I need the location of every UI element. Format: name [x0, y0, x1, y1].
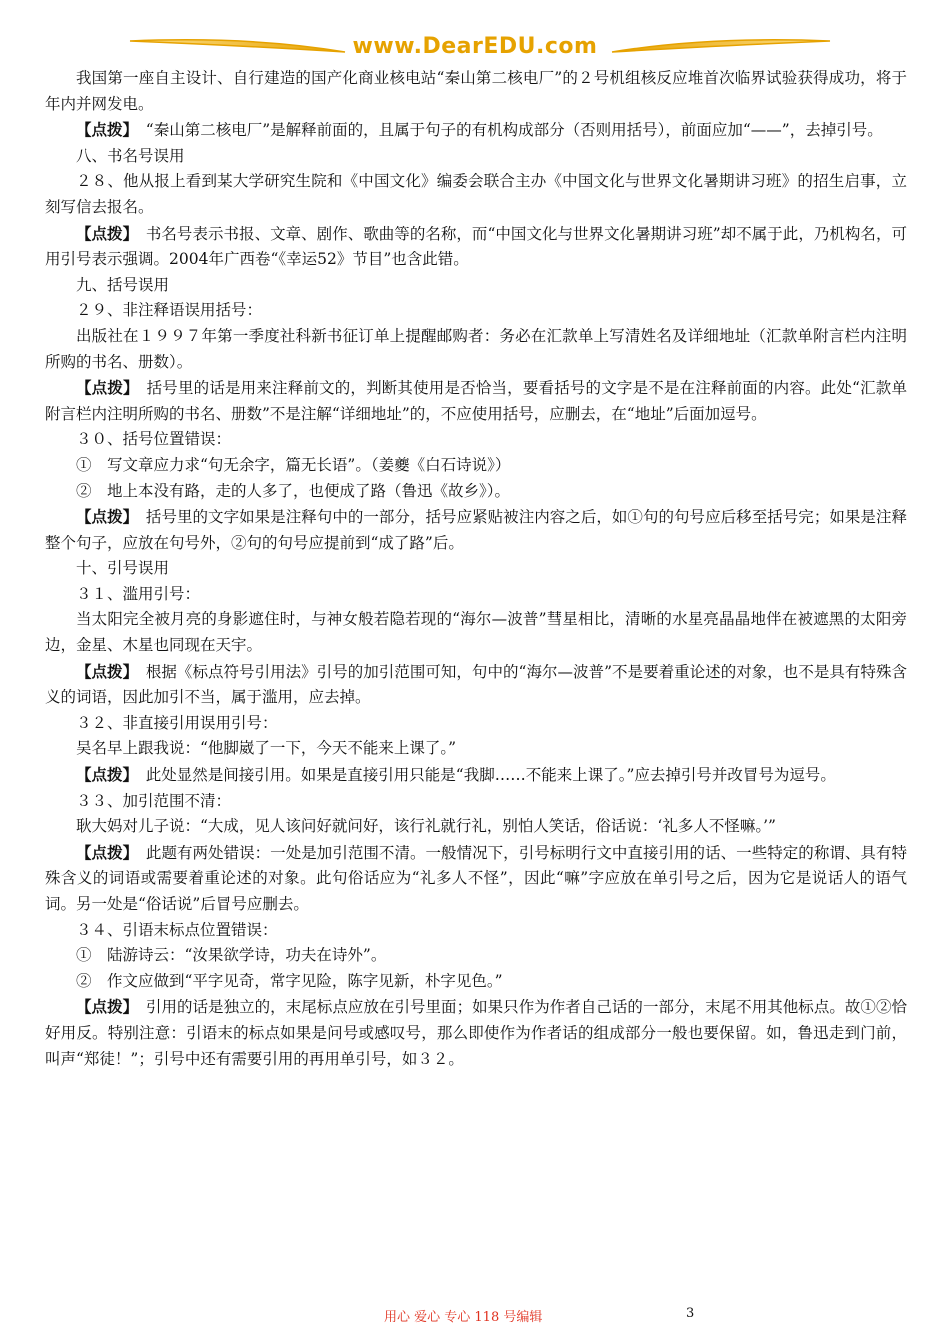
paragraph-text: ２８、他从报上看到某大学研究生院和《中国文化》编委会联合主办《中国文化与世界文化暑期讲习班》的招生启事，立刻写信去报名。 [45, 172, 907, 216]
site-logo[interactable]: www.DearEDU.com [352, 34, 598, 59]
text-paragraph [45, 789, 907, 815]
text-paragraph [45, 814, 907, 840]
paragraph-text: 八、书名号误用 [76, 146, 185, 165]
paragraph-text: ② 地上本没有路，走的人多了，也便成了路（鲁迅《故乡》）。 [76, 481, 511, 500]
paragraph-text: ① 写文章应力求“句无余字，篇无长语”。（姜夔《白石诗说》） [76, 455, 511, 474]
paragraph-text: ３１、滥用引号： [76, 584, 201, 603]
analysis-paragraph [45, 221, 907, 273]
footer-editor-note: 用心 爱心 专心 118 号编辑 [384, 1310, 543, 1325]
paragraph-text: 九、括号误用 [76, 275, 170, 294]
text-paragraph [45, 969, 907, 995]
text-paragraph [45, 144, 907, 170]
analysis-paragraph [45, 375, 907, 427]
paragraph-text: “秦山第二核电厂”是解释前面的，且属于句子的有机构成部分（否则用括号），前面应加“——”，去掉引号。 [130, 121, 883, 140]
analysis-paragraph [45, 117, 907, 144]
paragraph-text: 书名号表示书报、文章、剧作、歌曲等的名称，而“中国文化与世界文化暑期讲习班”却不属于此，乃机构名，可用引号表示强调。2004年广西卷“《幸运52》节目”也含此错。 [45, 224, 907, 269]
text-paragraph [45, 582, 907, 608]
paragraph-text: 十、引号误用 [76, 559, 170, 578]
analysis-paragraph [45, 762, 907, 789]
text-paragraph [45, 298, 907, 324]
text-paragraph [45, 479, 907, 505]
text-paragraph [45, 736, 907, 762]
analysis-label: 【点拨】 [76, 378, 131, 398]
text-paragraph [45, 453, 907, 479]
text-paragraph [45, 273, 907, 299]
paragraph-text: ２９、非注释语误用括号： [76, 301, 263, 320]
analysis-paragraph [45, 994, 907, 1072]
paragraph-text: ３４、引语末标点位置错误： [76, 920, 278, 939]
paragraph-text: 当太阳完全被月亮的身影遮住时，与神女般若隐若现的“海尔—波普”彗星相比，清晰的水星亮晶晶地伴在被遮黑的太阳旁边，金星、木星也同现在天宇。 [45, 610, 907, 655]
document-body [45, 66, 907, 1072]
paragraph-text: 根据《标点符号引用法》引号的加引范围可知，句中的“海尔—波普”不是要着重论述的对象，也不是具有特殊含义的词语，因此加引不当，属于滥用，应去掉。 [45, 662, 907, 707]
paragraph-text: ３２、非直接引用误用引号： [76, 713, 278, 732]
page-header [0, 28, 950, 68]
text-paragraph [45, 943, 907, 969]
paragraph-text: 括号里的话是用来注释前文的，判断其使用是否恰当，要看括号的文字是不是在注释前面的内容。此处“汇款单附言栏内注明所购的书名、册数”不是注解“详细地址”的，不应使用括号，应删去，在“地址”后面加逗号。 [45, 379, 907, 423]
text-paragraph [45, 607, 907, 658]
text-paragraph [45, 427, 907, 453]
paragraph-text: 出版社在１９９７年第一季度社科新书征订单上提醒邮购者：务必在汇款单上写清姓名及详细地址（汇款单附言栏内注明所购的书名、册数）。 [45, 326, 907, 371]
text-paragraph [45, 711, 907, 737]
analysis-label: 【点拨】 [76, 842, 131, 862]
paragraph-text: ３０、括号位置错误： [76, 430, 232, 449]
paragraph-text: 吴名早上跟我说：“他脚崴了一下，今天不能来上课了。” [76, 739, 457, 758]
text-paragraph [45, 169, 907, 220]
page-footer [0, 1306, 950, 1326]
paragraph-text: 耿大妈对儿子说：“大成，见人该问好就问好，该行礼就行礼，别怕人笑话，俗话说：‘礼多人不怪嘛。’” [76, 817, 776, 836]
paragraph-text: 此题有两处错误：一处是加引范围不清。一般情况下，引号标明行文中直接引用的话、一些特定的称谓、具有特殊含义的词语或需要着重论述的对象。此句俗话应为“礼多人不怪”，因此“嘛”字应放在单引号之后，因为它是说话人的语气词。另一处是“俗话说”后冒号应删去。 [45, 843, 907, 913]
analysis-label: 【点拨】 [76, 661, 131, 681]
text-paragraph [45, 324, 907, 375]
analysis-label: 【点拨】 [76, 997, 131, 1017]
analysis-paragraph [45, 659, 907, 711]
paragraph-text: 此处显然是间接引用。如果是直接引用只能是“我脚……不能来上课了。”应去掉引号并改冒号为逗号。 [130, 766, 836, 785]
analysis-paragraph [45, 504, 907, 556]
page-number: 3 [686, 1306, 695, 1321]
analysis-label: 【点拨】 [76, 120, 131, 140]
paragraph-text: 引用的话是独立的，末尾标点应放在引号里面；如果只作为作者自己话的一部分，末尾不用其他标点。故①②恰好用反。特别注意：引语末的标点如果是问号或感叹号，那么即使作为作者话的组成部分一般也要保留。如，鲁迅走到门前，叫声“郑徒！”；引号中还有需要引用的再用单引号，如３２。 [45, 998, 907, 1068]
text-paragraph [45, 66, 907, 117]
paragraph-text: ① 陆游诗云：“汝果欲学诗，功夫在诗外”。 [76, 946, 387, 965]
paragraph-text: 括号里的文字如果是注释句中的一部分，括号应紧贴被注内容之后，如①句的句号应后移至括号完；如果是注释整个句子，应放在句号外，②句的句号应提前到“成了路”后。 [45, 508, 907, 552]
analysis-paragraph [45, 840, 907, 918]
paragraph-text: ３３、加引范围不清： [76, 791, 232, 810]
analysis-label: 【点拨】 [76, 765, 131, 785]
analysis-label: 【点拨】 [76, 223, 131, 243]
text-paragraph [45, 918, 907, 944]
paragraph-text: 我国第一座自主设计、自行建造的国产化商业核电站“秦山第二核电厂”的２号机组核反应堆首次临界试验获得成功，将于年内并网发电。 [45, 69, 907, 113]
paragraph-text: ② 作文应做到“平字见奇，常字见险，陈字见新，朴字见色。” [76, 971, 503, 990]
text-paragraph [45, 556, 907, 582]
analysis-label: 【点拨】 [76, 507, 131, 527]
